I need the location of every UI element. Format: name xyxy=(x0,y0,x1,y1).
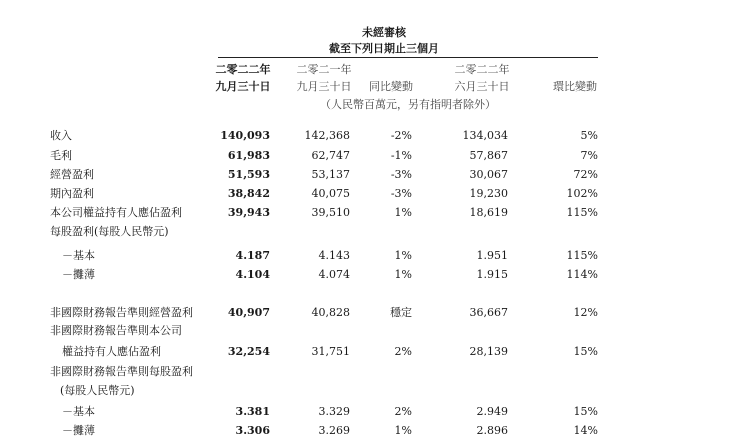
col4-date: 六月三十日 xyxy=(454,80,510,93)
cell-qoq: 14% xyxy=(573,424,598,437)
row-label: 經營盈利 xyxy=(50,168,94,181)
col2-date: 九月三十日 xyxy=(296,80,352,93)
cell-yoy: 1% xyxy=(394,268,412,281)
cell-2022q2: 28,139 xyxy=(469,345,508,358)
cell-2022q3: 40,907 xyxy=(227,306,270,319)
cell-qoq: 72% xyxy=(573,168,598,181)
cell-yoy: 1% xyxy=(394,206,412,219)
row-label: 本公司權益持有人應佔盈利 xyxy=(50,206,182,219)
cell-2021q3: 3.269 xyxy=(318,424,350,437)
col3-yoy-header: 同比變動 xyxy=(369,80,413,93)
cell-2022q2: 1.951 xyxy=(476,249,508,262)
row-label: 每股盈利(每股人民幣元) xyxy=(50,225,169,238)
cell-yoy: 2% xyxy=(394,345,412,358)
row-label: －攤薄 xyxy=(62,268,95,281)
cell-2022q2: 134,034 xyxy=(462,129,508,142)
cell-yoy: 2% xyxy=(394,405,412,418)
unaudited-heading: 未經審核 xyxy=(362,26,406,39)
cell-2022q3: 3.306 xyxy=(235,424,270,437)
row-label: －基本 xyxy=(62,249,95,262)
cell-2022q2: 2.949 xyxy=(476,405,508,418)
cell-2022q2: 18,619 xyxy=(469,206,508,219)
col2-year: 二零二一年 xyxy=(296,63,352,76)
cell-2022q3: 140,093 xyxy=(220,129,270,142)
row-label: 期內盈利 xyxy=(50,187,94,200)
cell-2022q3: 39,943 xyxy=(227,206,270,219)
row-label: 收入 xyxy=(50,129,72,142)
col1-year: 二零二二年 xyxy=(215,63,271,76)
col4-year: 二零二二年 xyxy=(454,63,510,76)
cell-2022q3: 4.187 xyxy=(235,249,270,262)
cell-2022q3: 51,593 xyxy=(227,168,270,181)
cell-2022q2: 57,867 xyxy=(469,149,508,162)
cell-2021q3: 40,075 xyxy=(311,187,350,200)
cell-2022q3: 32,254 xyxy=(227,345,270,358)
row-label: (每股人民幣元) xyxy=(60,384,135,397)
cell-2021q3: 4.143 xyxy=(318,249,350,262)
cell-qoq: 115% xyxy=(566,206,598,219)
period-heading: 截至下列日期止三個月 xyxy=(329,42,439,55)
cell-qoq: 114% xyxy=(566,268,598,281)
row-label: 毛利 xyxy=(50,149,72,162)
cell-2022q2: 30,067 xyxy=(469,168,508,181)
cell-2021q3: 39,510 xyxy=(311,206,350,219)
cell-yoy: -1% xyxy=(390,149,412,162)
cell-yoy: -3% xyxy=(390,168,412,181)
col1-date: 九月三十日 xyxy=(215,80,271,93)
period-underline xyxy=(218,57,598,58)
cell-2022q2: 19,230 xyxy=(469,187,508,200)
cell-yoy: 1% xyxy=(394,249,412,262)
cell-qoq: 7% xyxy=(580,149,598,162)
cell-2021q3: 3.329 xyxy=(318,405,350,418)
cell-qoq: 12% xyxy=(573,306,598,319)
cell-qoq: 115% xyxy=(566,249,598,262)
cell-2021q3: 31,751 xyxy=(311,345,350,358)
cell-2022q3: 61,983 xyxy=(227,149,270,162)
cell-2021q3: 4.074 xyxy=(318,268,350,281)
cell-qoq: 15% xyxy=(573,345,598,358)
cell-2022q2: 1.915 xyxy=(476,268,508,281)
cell-2021q3: 40,828 xyxy=(311,306,350,319)
cell-2022q2: 36,667 xyxy=(469,306,508,319)
cell-2022q2: 2.896 xyxy=(476,424,508,437)
row-label: 權益持有人應佔盈利 xyxy=(62,345,161,358)
unit-note: （人民幣百萬元，另有指明者除外） xyxy=(320,98,496,111)
cell-2022q3: 38,842 xyxy=(227,187,270,200)
cell-yoy: 1% xyxy=(394,424,412,437)
row-label: 非國際財務報告準則每股盈利 xyxy=(50,365,193,378)
row-label: －基本 xyxy=(62,405,95,418)
cell-qoq: 15% xyxy=(573,405,598,418)
cell-2022q3: 3.381 xyxy=(235,405,270,418)
cell-qoq: 5% xyxy=(580,129,598,142)
cell-yoy: 穩定 xyxy=(390,306,412,319)
cell-2021q3: 142,368 xyxy=(304,129,350,142)
cell-yoy: -3% xyxy=(390,187,412,200)
row-label: 非國際財務報告準則經營盈利 xyxy=(50,306,193,319)
cell-2021q3: 62,747 xyxy=(311,149,350,162)
row-label: 非國際財務報告準則本公司 xyxy=(50,324,182,337)
cell-qoq: 102% xyxy=(566,187,598,200)
cell-yoy: -2% xyxy=(390,129,412,142)
row-label: －攤薄 xyxy=(62,424,95,437)
cell-2022q3: 4.104 xyxy=(235,268,270,281)
col5-qoq-header: 環比變動 xyxy=(553,80,597,93)
cell-2021q3: 53,137 xyxy=(311,168,350,181)
